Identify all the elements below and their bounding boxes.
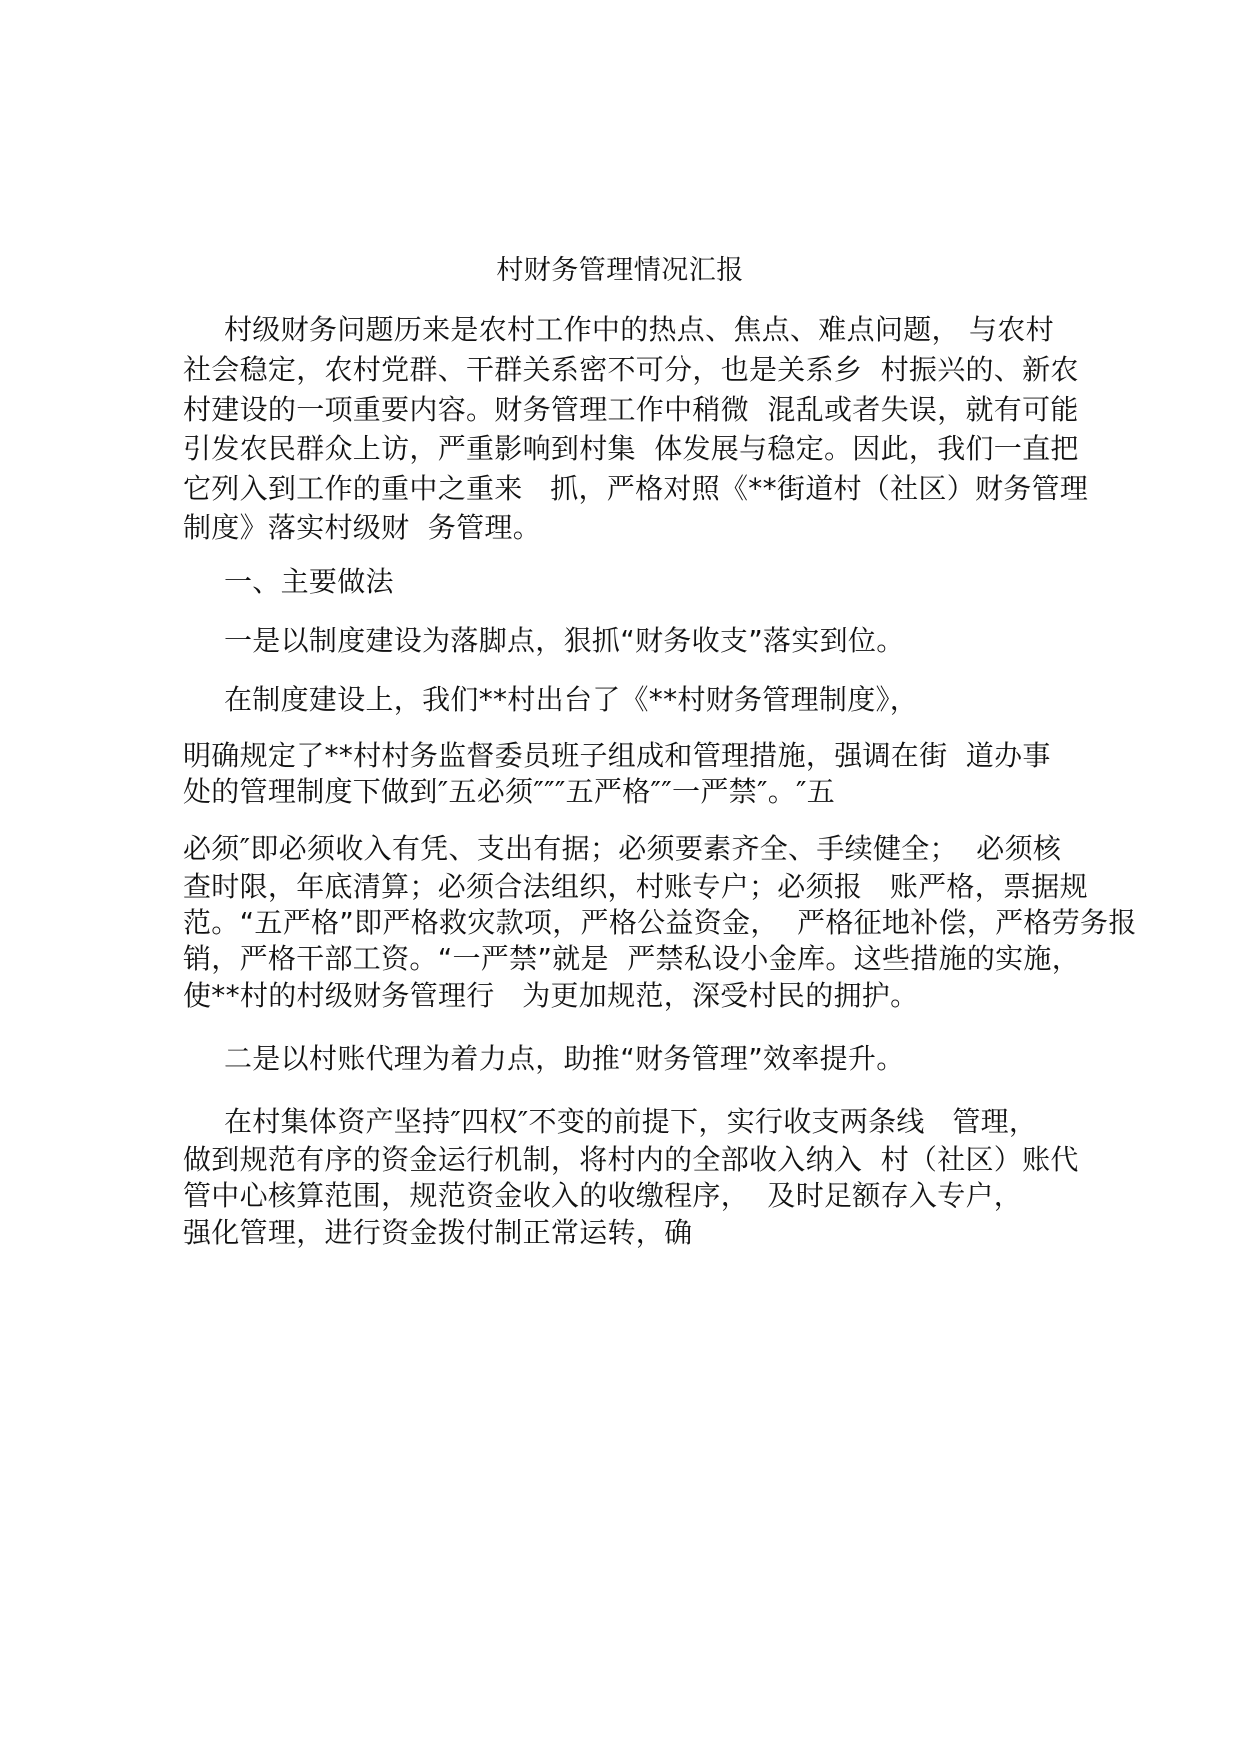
sub-heading: 二是以村账代理为着力点，助推“财务管理”效率提升。: [224, 1042, 905, 1075]
paragraph-line: 管中心核算范围，规范资金收入的收缴程序， 及时足额存入专户，: [183, 1179, 1023, 1212]
paragraph-line: 引发农民群众上访，严重影响到村集 体发展与稳定。因此，我们一直把: [183, 432, 1079, 465]
paragraph-line: 村级财务问题历来是农村工作中的热点、焦点、难点问题， 与农村: [224, 313, 1054, 346]
paragraph-line: 范。“五严格”即严格救灾款项，严格公益资金， 严格征地补偿，严格劳务报: [183, 906, 1137, 939]
section-heading: 一、主要做法: [224, 565, 394, 598]
paragraph-line: 村建设的一项重要内容。财务管理工作中稍微 混乱或者失误，就有可能: [183, 393, 1079, 426]
paragraph-line: 强化管理，进行资金拨付制正常运转，确: [183, 1216, 693, 1249]
paragraph-line: 必须″即必须收入有凭、支出有据；必须要素齐全、手续健全； 必须核: [183, 832, 1062, 865]
paragraph-line: 处的管理制度下做到″五必须″″″五严格″″一严禁″。″五: [183, 775, 836, 808]
paragraph-line: 查时限，年底清算；必须合法组织，村账专户；必须报 账严格，票据规: [183, 870, 1088, 903]
paragraph-line: 做到规范有序的资金运行机制，将村内的全部收入纳入 村（社区）账代: [183, 1143, 1079, 1176]
paragraph-line: 制度》落实村级财 务管理。: [183, 511, 542, 544]
sub-heading: 一是以制度建设为落脚点，狠抓“财务收支”落实到位。: [224, 624, 905, 657]
paragraph-line: 在村集体资产坚持″四权″不变的前提下，实行收支两条线 管理，: [224, 1105, 1038, 1138]
paragraph-line: 它列入到工作的重中之重来 抓，严格对照《**街道村（社区）财务管理: [183, 472, 1089, 505]
paragraph-line: 使**村的村级财务管理行 为更加规范，深受村民的拥护。: [183, 979, 919, 1012]
paragraph-line: 在制度建设上，我们**村出台了《**村财务管理制度》，: [224, 683, 919, 716]
document-title: 村财务管理情况汇报: [496, 255, 744, 286]
paragraph-line: 社会稳定，农村党群、干群关系密不可分，也是关系乡 村振兴的、新农: [183, 353, 1079, 386]
paragraph-line: 销，严格干部工资。“一严禁”就是 严禁私设小金库。这些措施的实施，: [183, 942, 1081, 975]
paragraph-line: 明确规定了**村村务监督委员班子组成和管理措施，强调在街 道办事: [183, 739, 1051, 772]
